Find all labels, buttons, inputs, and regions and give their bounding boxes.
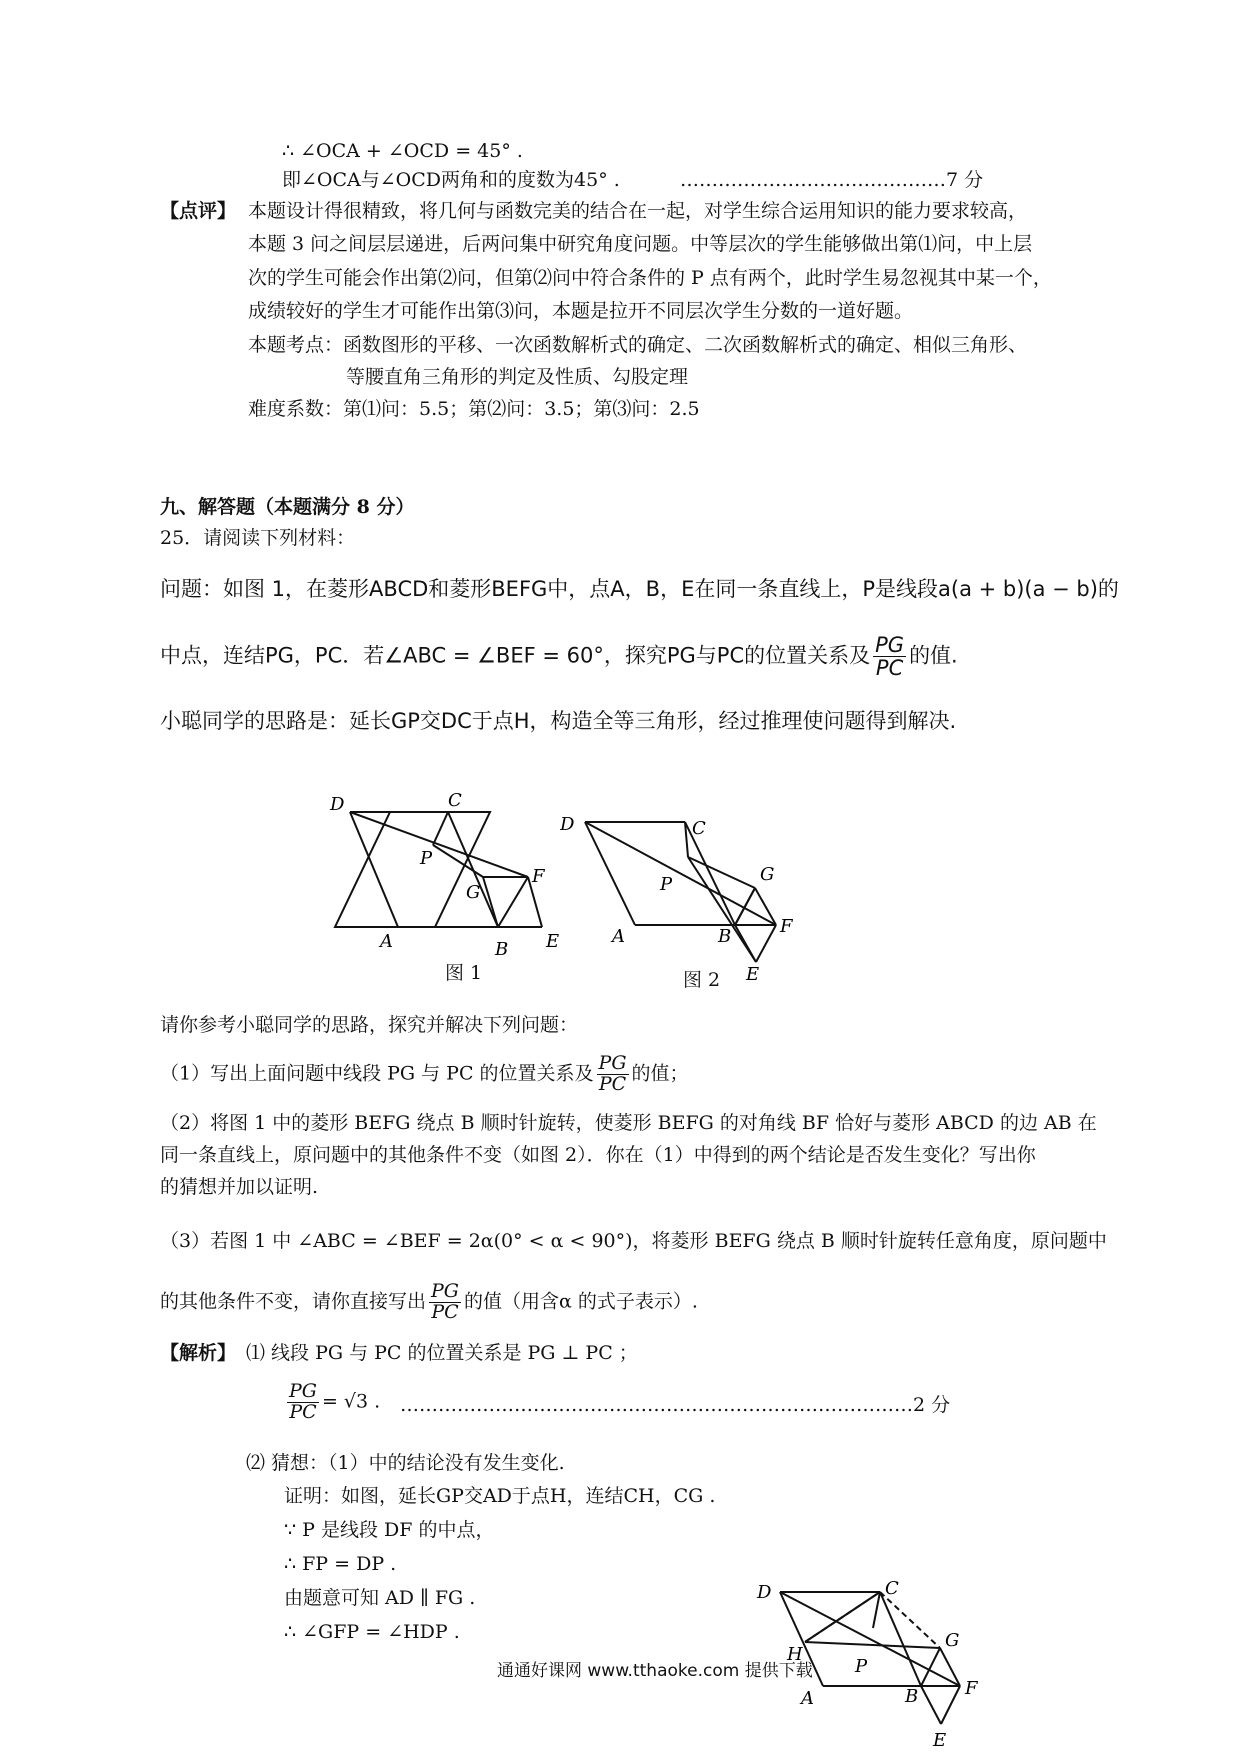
proof-step-2: ∵ P 是线段 DF 的中点， — [284, 1519, 495, 1541]
sol24-score: ……………………………………7 分 — [680, 169, 984, 191]
analysis-a1-value — [284, 1382, 380, 1423]
analysis-a1: ⑴ 线段 PG 与 PC 的位置关系是 PG ⊥ PC ； — [246, 1342, 638, 1364]
question-2-line3: 的猜想并加以证明. — [160, 1176, 319, 1198]
analysis-a2: ⑵ 猜想：（1）中的结论没有发生变化. — [246, 1452, 565, 1474]
sol24-line2: 即∠OCA与∠OCD两角和的度数为45° . — [282, 169, 620, 191]
proof-step-1: 证明：如图，延长GP交AD于点H，连结CH，CG . — [284, 1485, 716, 1507]
question-3-line2 — [160, 1282, 698, 1323]
comment-p4: 成绩较好的学生才可能作出第⑶问，本题是拉开不同层次学生分数的一道好题。 — [248, 300, 914, 322]
label-H: H — [787, 1644, 803, 1665]
label-D: D — [330, 794, 345, 815]
label-E: E — [933, 1730, 947, 1751]
label-A: A — [612, 926, 625, 947]
label-C: C — [448, 790, 462, 811]
label-C: C — [885, 1578, 899, 1599]
comment-p2: 本题 3 问之间层层递进，后两问集中研究角度问题。中等层次的学生能够做出第⑴问，中上层 — [248, 233, 1033, 255]
figure-1 — [320, 790, 580, 960]
pg-pc-fraction — [597, 1054, 629, 1095]
label-F: F — [780, 916, 793, 937]
problem-line2-end: 的值. — [909, 643, 958, 668]
problem-line1: 问题：如图 1，在菱形ABCD和菱形BEFG中，点A，B，E在同一条直线上，P是线段a(a + b)(a − b)的 — [160, 577, 1119, 601]
label-F: F — [532, 866, 545, 887]
question-2-line2: 同一条直线上，原问题中的其他条件不变（如图 2）．你在（1）中得到的两个结论是否发生变化？写出你 — [160, 1144, 1036, 1166]
label-D: D — [560, 814, 575, 835]
proof-step-4: 由题意可知 AD ∥ FG . — [284, 1587, 476, 1609]
fraction-numerator: PG — [598, 1052, 627, 1074]
question-1-text: （1）写出上面问题中线段 PG 与 PC 的位置关系及 — [160, 1062, 594, 1085]
fraction-numerator: PG — [289, 1380, 317, 1402]
pg-pc-fraction — [873, 634, 906, 679]
pg-pc-fraction — [429, 1282, 461, 1323]
comment-kp1: 本题考点：函数图形的平移、一次函数解析式的确定、二次函数解析式的确定、相似三角形、 — [248, 334, 1028, 356]
label-P: P — [660, 874, 673, 895]
question-25: 25．请阅读下列材料： — [160, 527, 356, 549]
fraction-numerator: PG — [875, 633, 905, 657]
figure-2 — [560, 800, 810, 985]
label-G: G — [760, 864, 775, 885]
fraction-denominator: PC — [289, 1400, 317, 1423]
label-A: A — [801, 1688, 814, 1709]
analysis-tag: 【解析】 — [160, 1342, 237, 1364]
page-footer: 通通好课网 www.tthaoke.com 提供下载 — [497, 1661, 813, 1681]
proof-step-3: ∴ FP = DP . — [284, 1553, 397, 1575]
comment-p1: 本题设计得很精致，将几何与函数完美的结合在一起，对学生综合运用知识的能力要求较高， — [248, 200, 1028, 222]
section-title: 九、解答题（本题满分 8 分） — [160, 496, 415, 518]
comment-difficulty: 难度系数：第⑴问：5.5；第⑵问：3.5；第⑶问：2.5 — [248, 398, 700, 420]
label-G: G — [466, 882, 481, 903]
pg-pc-fraction — [287, 1382, 319, 1423]
question-2-line1: （2）将图 1 中的菱形 BEFG 绕点 B 顺时针旋转，使菱形 BEFG 的对角线 BF 恰好与菱形 ABCD 的边 AB 在 — [160, 1112, 1097, 1134]
label-F: F — [965, 1678, 978, 1699]
fraction-denominator: PC — [598, 1072, 627, 1095]
question-1-end: 的值； — [631, 1062, 689, 1085]
fraction-denominator: PC — [431, 1300, 459, 1323]
label-D: D — [757, 1582, 772, 1603]
fraction-denominator: PC — [875, 656, 904, 681]
fig1-caption: 图 1 — [445, 962, 483, 984]
label-B: B — [495, 939, 509, 960]
questions-intro: 请你参考小聪同学的思路，探究并解决下列问题： — [160, 1014, 579, 1036]
label-A: A — [380, 931, 393, 952]
label-B: B — [905, 1686, 919, 1707]
label-B: B — [718, 926, 732, 947]
comment-p3: 次的学生可能会作出第⑵问，但第⑵问中符合条件的 P 点有两个，此时学生易忽视其中某一个， — [248, 267, 1052, 289]
analysis-a1-result: = √3 . — [321, 1390, 381, 1413]
label-G: G — [945, 1630, 960, 1651]
question-3-line1: （3）若图 1 中 ∠ABC = ∠BEF = 2α(0° < α < 90°)，将菱形 BEFG 绕点 B 顺时针旋转任意角度，原问题中 — [160, 1230, 1107, 1252]
question-3-end: 的值（用含α 的式子表示）. — [463, 1290, 698, 1313]
question-1 — [160, 1054, 689, 1095]
label-P: P — [420, 848, 433, 869]
analysis-a1-score: ………………………………………………………………………2 分 — [400, 1394, 951, 1416]
label-P: P — [855, 1656, 868, 1677]
fig2-caption: 图 2 — [683, 969, 721, 991]
label-E: E — [546, 931, 560, 952]
label-C: C — [692, 818, 706, 839]
label-E: E — [746, 964, 760, 985]
sol24-line1: ∴ ∠OCA + ∠OCD = 45° . — [282, 140, 523, 162]
comment-kp2: 等腰直角三角形的判定及性质、勾股定理 — [346, 366, 689, 388]
fraction-numerator: PG — [431, 1280, 459, 1302]
proof-step-5: ∴ ∠GFP = ∠HDP . — [284, 1621, 460, 1643]
question-3-text: 的其他条件不变，请你直接写出 — [160, 1290, 427, 1313]
problem-line3: 小聪同学的思路是：延长GP交DC于点H，构造全等三角形，经过推理使问题得到解决. — [160, 709, 957, 733]
comment-tag: 【点评】 — [160, 200, 237, 222]
problem-line2 — [160, 634, 958, 679]
problem-line2-text: 中点，连结PG，PC．若∠ABC = ∠BEF = 60°，探究PG与PC的位置关系及 — [160, 643, 871, 668]
